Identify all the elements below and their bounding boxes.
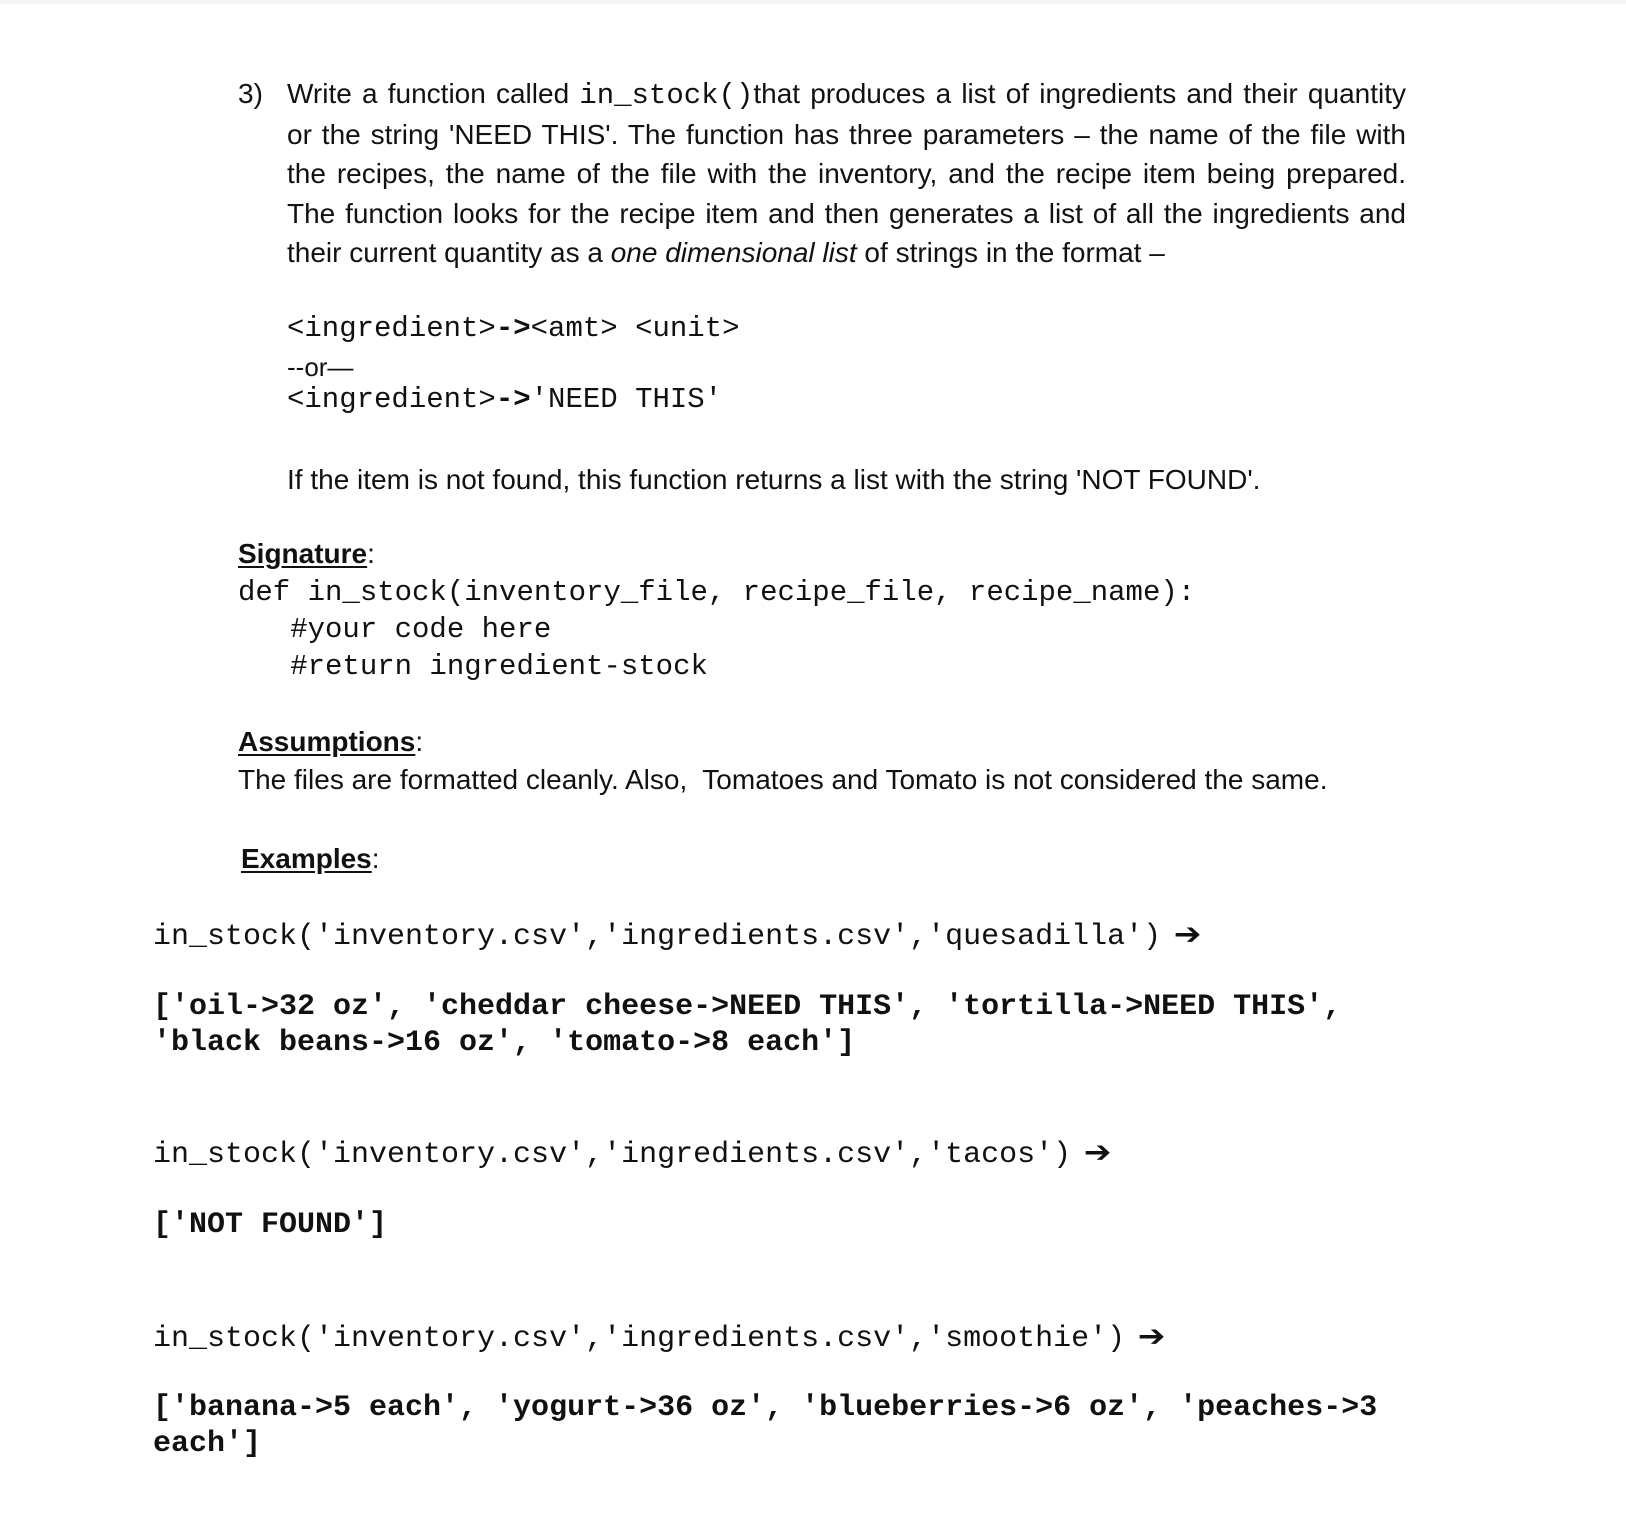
right-arrow-icon: ➔ [1083,1135,1112,1170]
example-result-line: ['oil->32 oz', 'cheddar cheese->NEED THIS', 'tortilla->NEED THIS', [153,990,1342,1024]
question-number: 3) [238,78,263,109]
right-arrow-icon: ➔ [1173,917,1202,952]
heading-colon: : [371,843,380,874]
assumptions-text: The files are formatted cleanly. Also, Tomatoes and Tomato is not considered the same. [238,764,1328,795]
example-result-line: 'black beans->16 oz', 'tomato->8 each'] [153,1026,856,1060]
not-found-note: If the item is not found, this function returns a list with the string 'NOT FOUND'. [287,464,1261,495]
format-ingredient: <ingredient> [287,312,496,345]
example-call-code: in_stock('inventory.csv','ingredients.csv','quesadilla') [153,920,1162,954]
format-line-need-this [287,383,722,416]
signature-heading-label: Signature [238,538,368,569]
intro-text: Write a function called [287,78,580,109]
example-call [153,917,1200,954]
format-amount-unit: <amt> <unit> [530,312,740,345]
example-result-line: each'] [153,1427,262,1461]
format-ingredient: <ingredient> [287,383,496,416]
signature-code-comment: #your code here [238,613,552,646]
question-description [287,74,1406,272]
heading-colon: : [415,726,424,757]
format-line-amount [287,312,740,345]
example-call [153,1319,1164,1356]
format-need-this: 'NEED THIS' [530,383,723,416]
format-arrow: -> [495,312,531,345]
examples-heading-label: Examples [241,843,372,874]
signature-code-line: def in_stock(inventory_file, recipe_file, recipe_name): [238,576,1196,609]
page-top-edge [0,0,1626,4]
function-name: in_stock() [579,79,754,112]
assumptions-heading-label: Assumptions [238,726,416,757]
description-part-1: that produces a list of ingredients and their quantity or the string 'NEED THIS'. The function has three parameters – the name of the file with the recipes, the name of the file with the inventory, and the recipe item being prepared. The function looks for the recipe item and then generates a list of all the ingredients and their current quantity as a [287,78,1406,268]
example-call-code: in_stock('inventory.csv','ingredients.csv','tacos') [153,1138,1072,1172]
signature-code-return: #return ingredient-stock [238,650,708,683]
examples-heading [241,843,380,875]
emphasis-text: one dimensional list [610,236,857,268]
example-call-code: in_stock('inventory.csv','ingredients.csv','smoothie') [153,1322,1126,1356]
or-separator: --or— [287,352,354,382]
assumptions-heading [238,726,423,758]
signature-heading [238,538,375,570]
right-arrow-icon: ➔ [1137,1319,1166,1354]
example-result-line: ['NOT FOUND'] [153,1208,388,1242]
example-call [153,1135,1110,1172]
example-result-line: ['banana->5 each', 'yogurt->36 oz', 'blueberries->6 oz', 'peaches->3 [153,1391,1378,1425]
format-arrow: -> [495,383,531,416]
heading-colon: : [367,538,375,569]
description-part-2: of strings in the format – [856,236,1165,268]
